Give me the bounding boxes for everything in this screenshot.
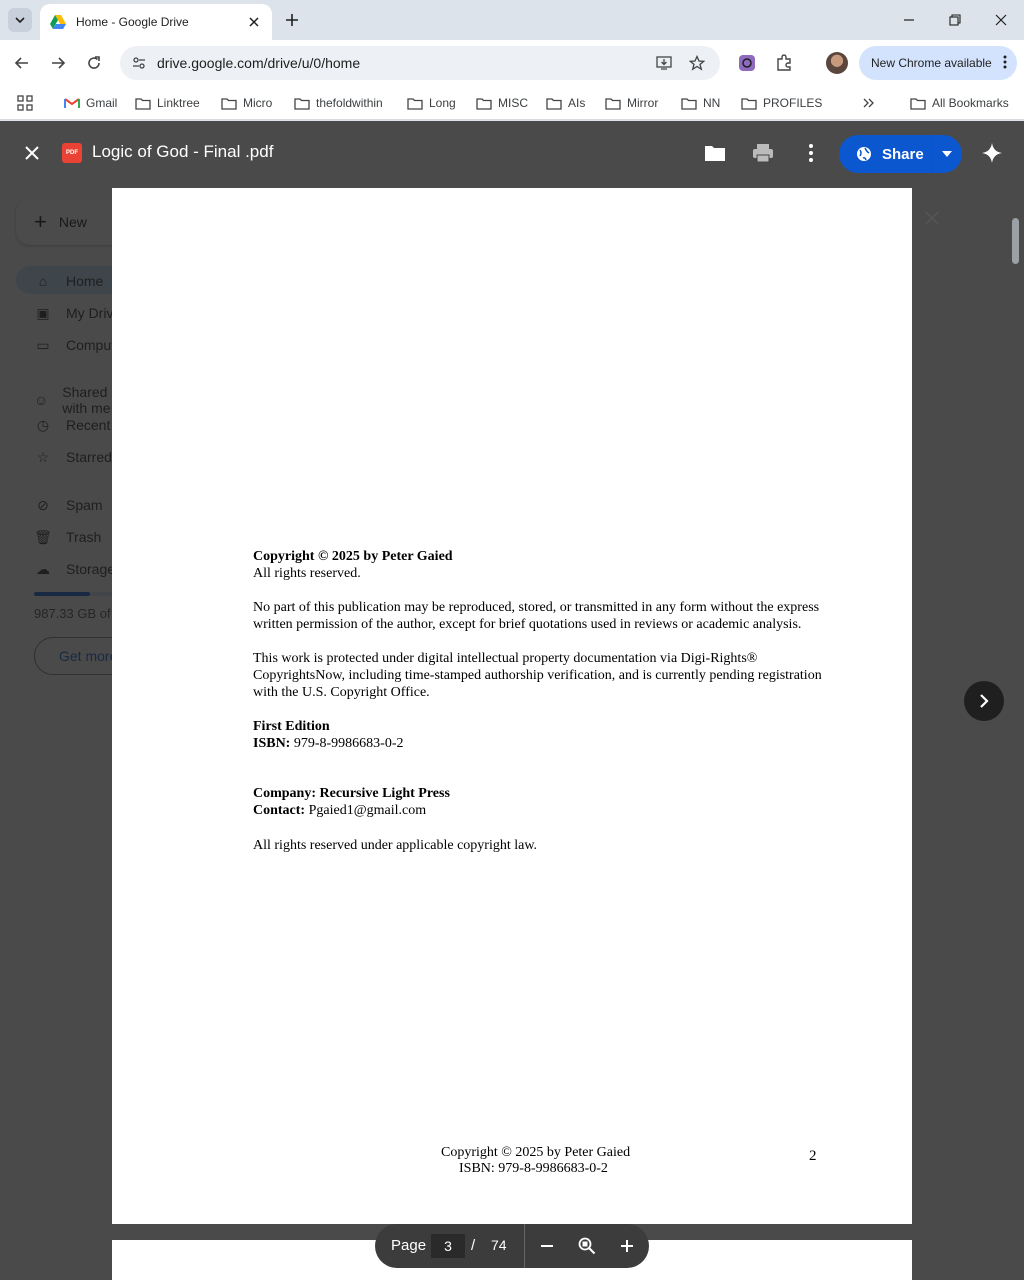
globe-icon: [856, 146, 872, 162]
all-bookmarks-folder[interactable]: [910, 92, 1009, 114]
install-app-icon[interactable]: [656, 55, 672, 71]
zoom-in-icon[interactable]: [615, 1234, 639, 1258]
bookmark-label: Micro: [243, 96, 273, 110]
bookmark-label: Gmail: [86, 96, 118, 110]
close-viewer-icon[interactable]: [20, 141, 44, 165]
bookmarks-bar: [0, 86, 1024, 120]
caret-down-icon: [942, 151, 952, 157]
bookmark-folder-mirror[interactable]: [605, 92, 658, 114]
profile-avatar[interactable]: [826, 52, 848, 74]
google-drive-icon: [50, 15, 66, 29]
folder-icon: [910, 96, 926, 110]
new-tab-plus-icon[interactable]: [282, 10, 302, 30]
current-page-input[interactable]: [431, 1234, 465, 1258]
page-separator: /: [471, 1237, 476, 1254]
company-text: Company: Recursive Light Press: [253, 786, 450, 802]
share-button[interactable]: [839, 135, 931, 173]
contact-label: Contact:: [253, 802, 306, 818]
bookmark-label: Mirror: [627, 96, 659, 110]
isbn-value: 979-8-9986683-0-2: [293, 735, 404, 751]
tab-close-icon[interactable]: [246, 14, 262, 30]
url-text: drive.google.com/drive/u/0/home: [157, 55, 361, 71]
chevron-down-icon: [15, 15, 25, 25]
reload-icon[interactable]: [82, 51, 106, 75]
share-label: Share: [882, 145, 924, 163]
site-info-icon[interactable]: [131, 55, 147, 71]
scrollbar-thumb[interactable]: [1012, 218, 1019, 264]
closing-rights-text: All rights reserved under applicable copyright law.: [253, 837, 538, 853]
address-bar[interactable]: [120, 46, 720, 80]
copyright-page-body: [253, 549, 823, 854]
page-number: 2: [809, 1148, 817, 1164]
bookmark-folder-profiles[interactable]: [741, 92, 822, 114]
folder-location-icon[interactable]: [703, 141, 727, 165]
rights-text: All rights reserved.: [253, 565, 361, 581]
folder-icon: [476, 96, 492, 110]
bookmark-label: AIs: [568, 96, 586, 110]
folder-icon: [135, 96, 151, 110]
window-close-icon[interactable]: [989, 8, 1013, 32]
bookmark-folder-thefoldwithin[interactable]: [294, 92, 383, 114]
folder-icon: [294, 96, 310, 110]
zoom-fit-icon[interactable]: [575, 1234, 599, 1258]
contact-email: Pgaied1@gmail.com: [308, 802, 427, 818]
footer-copyright: Copyright © 2025 by Peter Gaied: [441, 1145, 631, 1160]
isbn-label: ISBN:: [253, 735, 291, 751]
new-chrome-label: New Chrome available: [871, 56, 992, 70]
tab-search-button[interactable]: [8, 8, 32, 32]
folder-icon: [681, 96, 697, 110]
apps-grid-icon[interactable]: [17, 92, 33, 114]
gemini-sparkle-icon[interactable]: [980, 141, 1004, 165]
copyright-heading: Copyright © 2025 by Peter Gaied: [253, 549, 453, 564]
pdf-file-icon: PDF: [62, 143, 82, 163]
all-bookmarks-label: All Bookmarks: [932, 96, 1009, 110]
bookmark-gmail[interactable]: [64, 92, 117, 114]
viewer-header: [0, 121, 1024, 185]
bookmark-label: Linktree: [157, 96, 200, 110]
isbn-line: [253, 736, 823, 753]
folder-icon: [221, 96, 237, 110]
divider: [524, 1224, 525, 1268]
minimize-icon[interactable]: [897, 8, 921, 32]
bookmark-label: thefoldwithin: [316, 96, 383, 110]
bookmark-label: Long: [429, 96, 456, 110]
browser-toolbar: [0, 40, 1024, 86]
folder-icon: [605, 96, 621, 110]
next-file-button[interactable]: [964, 681, 1004, 721]
folder-icon: [546, 96, 562, 110]
bookmark-label: MISC: [498, 96, 528, 110]
bookmark-folder-linktree[interactable]: [135, 92, 200, 114]
pdf-page: [112, 188, 912, 1224]
page-label: Page: [391, 1237, 427, 1254]
back-arrow-icon[interactable]: [10, 51, 34, 75]
bookmark-folder-ais[interactable]: [546, 92, 585, 114]
camera-extension-icon[interactable]: [736, 52, 758, 74]
total-pages: 74: [491, 1237, 507, 1253]
bookmark-label: PROFILES: [763, 96, 823, 110]
tab-strip: [0, 0, 1024, 40]
bookmark-folder-nn[interactable]: [681, 92, 720, 114]
restore-icon[interactable]: [943, 8, 967, 32]
more-vert-icon: [1003, 55, 1007, 72]
page-navigation-bar: [375, 1224, 649, 1268]
folder-icon: [407, 96, 423, 110]
tab-title: Home - Google Drive: [76, 15, 189, 29]
more-options-icon[interactable]: [799, 141, 823, 165]
forward-arrow-icon[interactable]: [46, 51, 70, 75]
new-chrome-available-button[interactable]: [859, 46, 1017, 80]
share-dropdown-button[interactable]: [932, 135, 962, 173]
footer-isbn: ISBN: 979-8-9986683-0-2: [459, 1161, 608, 1176]
gmail-icon: [64, 96, 80, 110]
bookmark-folder-micro[interactable]: [221, 92, 272, 114]
contact-line: [253, 803, 823, 820]
file-title: Logic of God - Final .pdf: [92, 142, 274, 161]
reproduction-notice: No part of this publication may be reproduced, stored, or transmitted in any form without the express written permission of the author, except for brief quotations used in reviews or academic analysis.: [253, 600, 820, 632]
side-panel-close-icon[interactable]: [922, 208, 942, 228]
browser-tab-drive[interactable]: [40, 4, 272, 40]
bookmark-label: NN: [703, 96, 721, 110]
bookmarks-overflow-icon[interactable]: [863, 92, 875, 114]
extensions-puzzle-icon[interactable]: [773, 52, 795, 74]
bookmark-star-icon[interactable]: [689, 55, 705, 71]
chevron-right-icon: [978, 694, 990, 708]
zoom-out-icon[interactable]: [535, 1234, 559, 1258]
protection-notice: This work is protected under digital intellectual property documentation via Digi-Rights® CopyrightsNow, including time-stamped authorship verification, and is currently pending registration with the U.S. Copyright Office.: [253, 651, 822, 700]
print-icon[interactable]: [751, 141, 775, 165]
bookmark-folder-misc[interactable]: [476, 92, 528, 114]
folder-icon: [741, 96, 757, 110]
edition-text: First Edition: [253, 719, 330, 735]
bookmark-folder-long[interactable]: [407, 92, 456, 114]
